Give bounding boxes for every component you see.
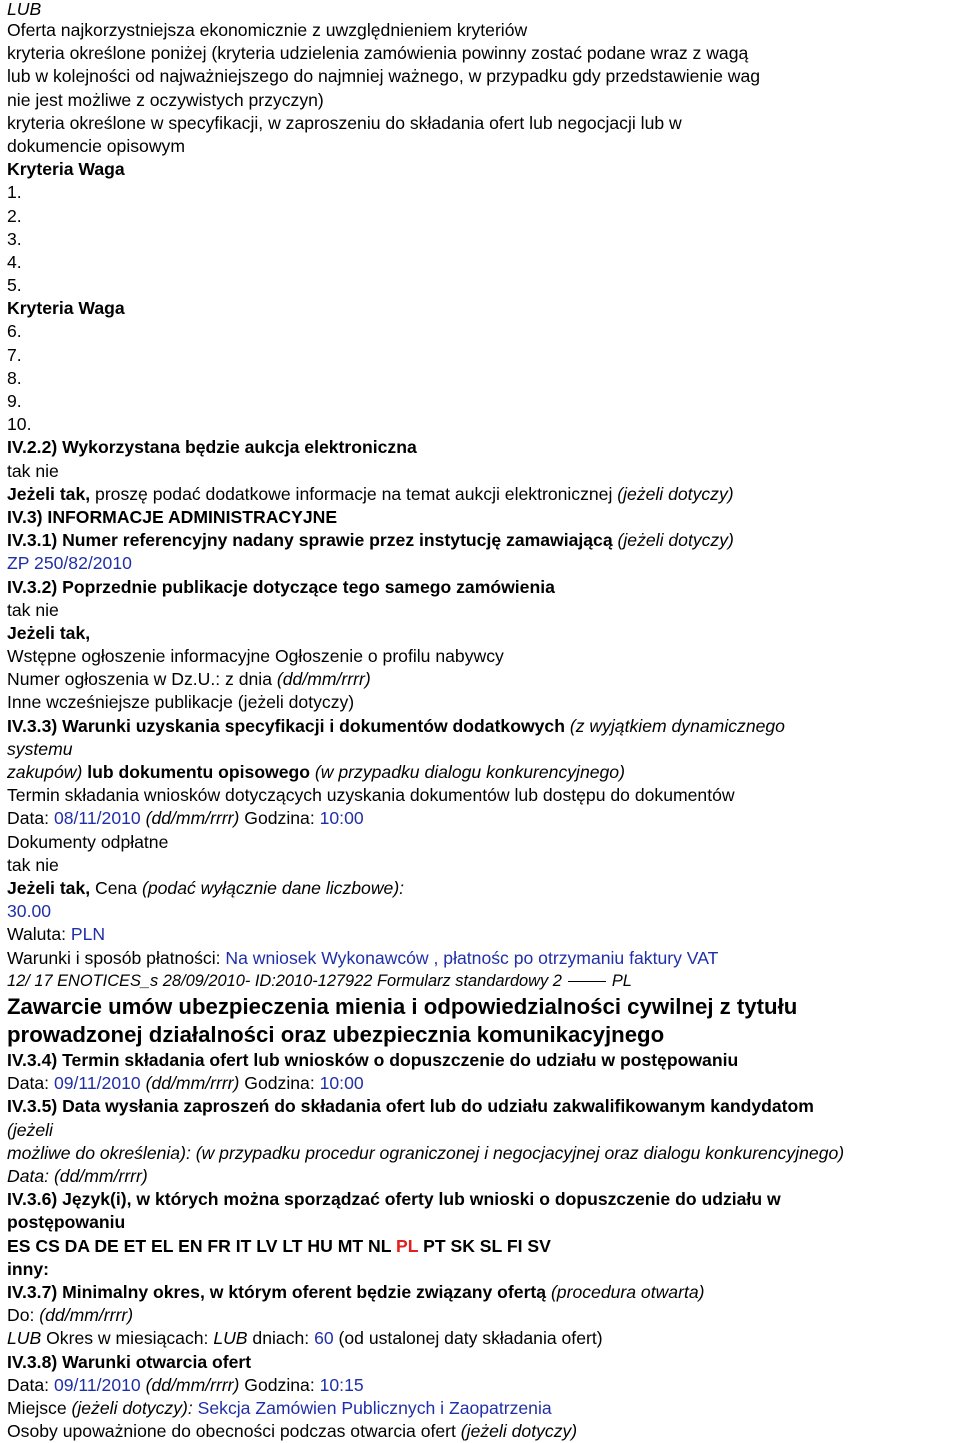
date-format-hint: (dd/mm/rrrr)	[276, 669, 371, 690]
numer-ogloszenia-line	[7, 668, 960, 691]
time-value: 10:15	[319, 1374, 364, 1395]
criterion-number: 8.	[7, 367, 22, 388]
tak-nie-options: tak nie	[7, 599, 59, 620]
iv37-note: (procedura otwarta)	[546, 1281, 705, 1302]
iv33-note-continuation: systemu	[7, 738, 73, 759]
language-list	[7, 1235, 960, 1258]
kryteria-waga-header-1: Kryteria Waga	[7, 159, 125, 180]
footer-date: 28/09/2010-	[162, 971, 251, 990]
cena-label: Cena	[90, 877, 142, 898]
iv31-title: IV.3.1) Numer referencyjny nadany sprawie przez instytucję zamawiającą	[7, 530, 613, 551]
kryteria-text-2: lub w kolejności od najważniejszego do najmniej ważnego, w przypadku gdy przedstawienie wag	[7, 66, 761, 87]
aukcja-info-text: proszę podać dodatkowe informacje na temat aukcji elektronicznej	[90, 483, 618, 504]
criterion-number: 7.	[7, 344, 22, 365]
cena-line	[7, 877, 960, 900]
iv37-title: IV.3.7) Minimalny okres, w którym oferent będzie związany ofertą	[7, 1281, 547, 1302]
dokumenty-odplatne: Dokumenty odpłatne	[7, 831, 169, 852]
data-godzina-line-3	[7, 1374, 960, 1397]
kryteria-waga-header-2: Kryteria Waga	[7, 298, 125, 319]
waluta-label: Waluta:	[7, 924, 71, 945]
miejsce-line	[7, 1397, 960, 1420]
zakupow-note: zakupów)	[7, 762, 83, 782]
criterion-number: 1.	[7, 182, 22, 203]
inne-publikacje-line: Inne wcześniejsze publikacje (jeżeli dotyczy)	[7, 692, 355, 713]
data-label: Data:	[7, 1374, 54, 1395]
tak-nie-options: tak nie	[7, 460, 59, 481]
osoby-line	[7, 1420, 960, 1443]
criterion-number: 9.	[7, 391, 22, 411]
time-value: 10:00	[319, 1073, 364, 1094]
oferta-line: Oferta najkorzystniejsza ekonomicznie z uwzględnieniem kryteriów	[7, 20, 528, 40]
tak-nie-options: tak nie	[7, 854, 59, 875]
iv33-note: (z wyjątkiem dynamicznego	[564, 715, 785, 736]
criterion-number: 3.	[7, 228, 22, 249]
date-format-hint: (dd/mm/rrrr)	[140, 808, 240, 829]
numer-ogloszenia-text: Numer ogłoszenia w Dz.U.: z dnia	[7, 669, 277, 690]
warunki-label: Warunki i sposób płatności:	[7, 947, 226, 968]
dialog-note: (w przypadku dialogu konkurencyjnego)	[310, 762, 625, 782]
languages-before: ES CS DA DE ET EL EN FR IT LV LT HU MT NL	[7, 1235, 397, 1256]
section-iv22-heading: IV.2.2) Wykorzystana będzie aukcja elektroniczna	[7, 437, 417, 458]
section-iv36-heading: IV.3.6) Język(i), w których można sporządzać oferty lub wnioski o dopuszczenie do udziału w	[7, 1189, 781, 1210]
zakupow-line	[7, 761, 960, 784]
do-label: Do:	[7, 1305, 40, 1326]
page-footer	[7, 970, 960, 993]
date-value: 09/11/2010	[53, 1374, 141, 1395]
iv33-title: IV.3.3) Warunki uzyskania specyfikacji i dokumentów dodatkowych	[7, 715, 565, 736]
section-iv34-heading: IV.3.4) Termin składania ofert lub wniosków o dopuszczenie do udziału w postępowaniu	[7, 1050, 739, 1071]
kryteria-text-4: kryteria określone w specyfikacji, w zaproszeniu do składania ofert lub negocjacji lub w	[7, 112, 682, 133]
data-label: Data:	[7, 808, 54, 829]
footer-dash	[568, 981, 606, 982]
dniach-label: dniach:	[247, 1328, 315, 1349]
date-format-hint: (dd/mm/rrrr)	[140, 1073, 240, 1094]
section-iv3-heading: IV.3) INFORMACJE ADMINISTRACYJNE	[7, 506, 338, 527]
footer-lang: PL	[611, 971, 632, 990]
okres-miesiace-label: Okres w miesiącach:	[41, 1328, 214, 1349]
days-value: 60	[314, 1328, 334, 1349]
criterion-number: 6.	[7, 321, 22, 342]
footer-page-info: 12/ 17 ENOTICES_s	[7, 971, 163, 990]
date-value: 08/11/2010	[53, 808, 141, 829]
criterion-number: 10.	[7, 414, 32, 435]
osoby-text: Osoby upoważnione do obecności podczas otwarcia ofert	[7, 1421, 461, 1442]
jezeli-note: (jeżeli	[7, 1119, 53, 1140]
lub-header: LUB	[7, 0, 42, 19]
godzina-label: Godzina:	[239, 1073, 320, 1094]
miejsce-value: Sekcja Zamówien Publicznych i Zaopatrzenia	[192, 1397, 552, 1418]
date-format-hint: (dd/mm/rrrr)	[140, 1374, 240, 1395]
inny-label: inny:	[7, 1258, 50, 1279]
termin-skladania-wnioskow: Termin składania wniosków dotyczących uzyskania dokumentów lub dostępu do dokumentów	[7, 785, 735, 806]
okres-note: (od ustalonej daty składania ofert)	[333, 1328, 603, 1349]
do-line	[7, 1304, 960, 1327]
footer-id: ID:2010-127922 Formularz standardowy 2	[250, 971, 562, 990]
section-iv35-heading: IV.3.5) Data wysłania zaproszeń do składania ofert lub do udziału zakwalifikowanym kandydatom	[7, 1096, 814, 1117]
data-label: Data:	[7, 1073, 54, 1094]
warunki-value: Na wniosek Wykonawców , płatnośc po otrzymaniu faktury VAT	[225, 947, 719, 968]
kryteria-text-5: dokumencie opisowym	[7, 135, 185, 156]
godzina-label: Godzina:	[239, 808, 320, 829]
jezeli-tak-label: Jeżeli tak,	[7, 877, 91, 898]
price-value: 30.00	[7, 901, 52, 922]
language-selected-pl: PL	[396, 1235, 419, 1256]
wstepne-ogloszenie-line: Wstępne ogłoszenie informacyjne Ogłoszenie o profilu nabywcy	[7, 646, 504, 667]
godzina-label: Godzina:	[239, 1374, 320, 1395]
miejsce-label: Miejsce	[7, 1397, 72, 1418]
document-page	[7, 0, 960, 1443]
data-godzina-line-1	[7, 807, 960, 830]
warunki-platnosci-line	[7, 947, 960, 970]
criterion-number: 2.	[7, 205, 22, 226]
cena-note: (podać wyłącznie dane liczbowe):	[141, 877, 405, 898]
date-format-hint: (dd/mm/rrrr)	[39, 1305, 134, 1326]
jezeli-dotyczy-note: (jeżeli dotyczy)	[617, 483, 734, 504]
section-iv33-heading	[7, 715, 960, 738]
section-iv31-heading	[7, 529, 960, 552]
section-iv32-heading: IV.3.2) Poprzednie publikacje dotyczące tego samego zamówienia	[7, 576, 555, 597]
jezeli-dotyczy-note: (jeżeli dotyczy)	[612, 530, 734, 551]
waluta-line	[7, 923, 960, 946]
okres-line	[7, 1327, 960, 1350]
lub-label: LUB	[213, 1328, 248, 1349]
section-iv37-heading	[7, 1281, 960, 1304]
date-value: 09/11/2010	[53, 1073, 141, 1094]
aukcja-info-line	[7, 483, 960, 506]
time-value: 10:00	[319, 808, 364, 829]
document-title-line-1: Zawarcie umów ubezpieczenia mienia i odpowiedzialności cywilnej z tytułu	[7, 993, 798, 1019]
document-title-line-2: prowadzonej działalności oraz ubezpiecznia komunikacyjnego	[7, 1021, 665, 1047]
section-iv38-heading: IV.3.8) Warunki otwarcia ofert	[7, 1351, 252, 1372]
jezeli-dotyczy-note: (jeżeli dotyczy)	[460, 1421, 578, 1442]
criterion-number: 4.	[7, 251, 22, 272]
kryteria-text-3: nie jest możliwe z oczywistych przyczyn)	[7, 89, 324, 110]
dokumentu-opisowego: lub dokumentu opisowego	[82, 762, 311, 782]
currency-value: PLN	[70, 924, 106, 945]
kryteria-text-1: kryteria określone poniżej (kryteria udzielenia zamówienia powinny zostać podane wraz z wagą	[7, 43, 749, 64]
mozliwe-note: możliwe do określenia): (w przypadku procedur ograniczonej i negocjacyjnej oraz dialogu konkurencyjnego)	[7, 1142, 845, 1163]
data-godzina-line-2	[7, 1072, 960, 1095]
reference-number-value: ZP 250/82/2010	[7, 553, 132, 574]
languages-after: PT SK SL FI SV	[418, 1235, 551, 1256]
jezeli-tak-label: Jeżeli tak,	[7, 622, 91, 643]
jezeli-dotyczy-note: (jeżeli dotyczy):	[71, 1397, 193, 1418]
lub-label: LUB	[7, 1328, 42, 1349]
criterion-number: 5.	[7, 275, 22, 296]
section-iv36-heading-cont: postępowaniu	[7, 1212, 126, 1233]
jezeli-tak-label: Jeżeli tak,	[7, 483, 91, 504]
data-empty-line: Data: (dd/mm/rrrr)	[7, 1166, 148, 1186]
